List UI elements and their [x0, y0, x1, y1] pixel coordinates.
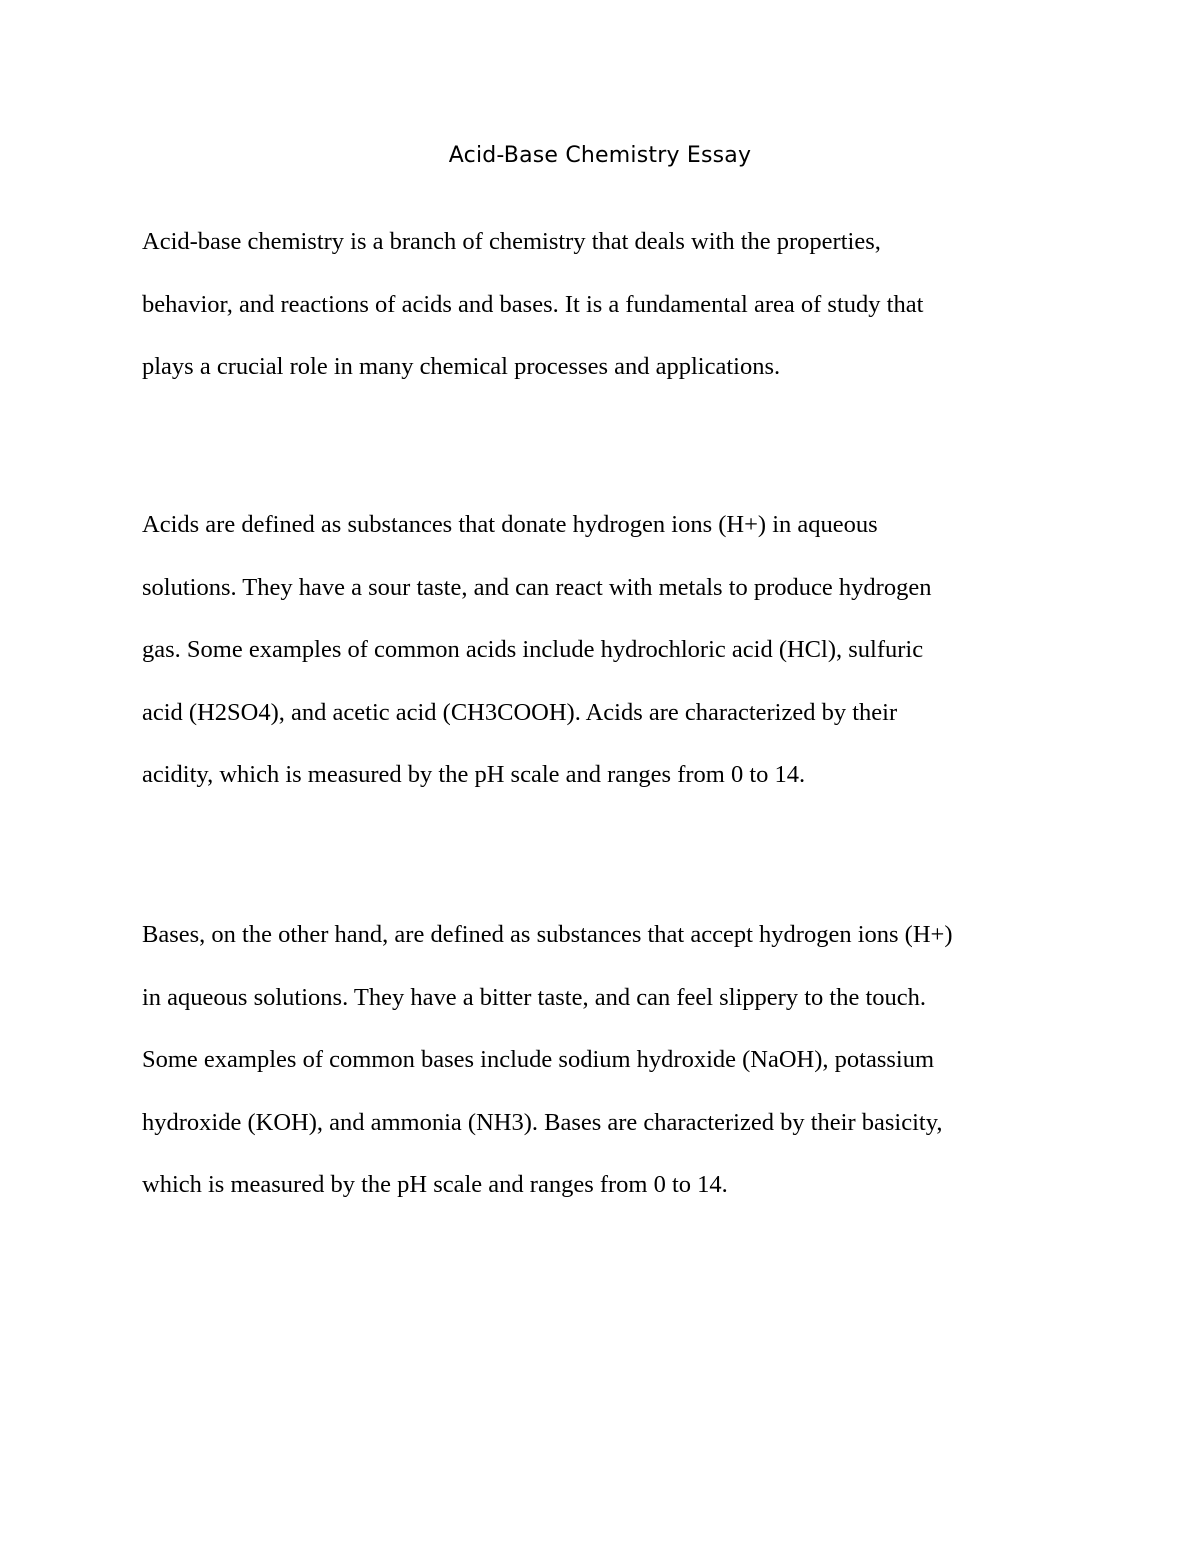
paragraph-line: plays a crucial role in many chemical processes and applications.: [142, 353, 781, 381]
paragraph-line: acid (H2SO4), and acetic acid (CH3COOH). Acids are characterized by their: [142, 698, 898, 726]
paragraph-acids: [142, 494, 1052, 807]
paragraph-line: which is measured by the pH scale and ranges from 0 to 14.: [142, 1171, 728, 1199]
paragraph-line: Some examples of common bases include sodium hydroxide (NaOH), potassium: [142, 1046, 935, 1074]
paragraph-line: acidity, which is measured by the pH scale and ranges from 0 to 14.: [142, 761, 806, 789]
paragraph-line: hydroxide (KOH), and ammonia (NH3). Bases are characterized by their basicity,: [142, 1108, 943, 1136]
paragraph-line: behavior, and reactions of acids and bases. It is a fundamental area of study that: [142, 290, 924, 318]
paragraph-line: Acid-base chemistry is a branch of chemistry that deals with the properties,: [142, 228, 881, 255]
paragraph-line: gas. Some examples of common acids include hydrochloric acid (HCl), sulfuric: [142, 636, 924, 664]
document-title: Acid-Base Chemistry Essay: [448, 143, 752, 168]
paragraph-line: Bases, on the other hand, are defined as substances that accept hydrogen ions (H+): [142, 921, 953, 948]
paragraph-line: solutions. They have a sour taste, and can react with metals to produce hydrogen: [142, 573, 932, 601]
paragraph-bases: [142, 904, 1052, 1217]
paragraph-line: in aqueous solutions. They have a bitter taste, and can feel slippery to the touch.: [142, 983, 927, 1011]
paragraph-line: Acids are defined as substances that donate hydrogen ions (H+) in aqueous: [142, 511, 878, 538]
paragraph-introduction: [142, 211, 1052, 399]
